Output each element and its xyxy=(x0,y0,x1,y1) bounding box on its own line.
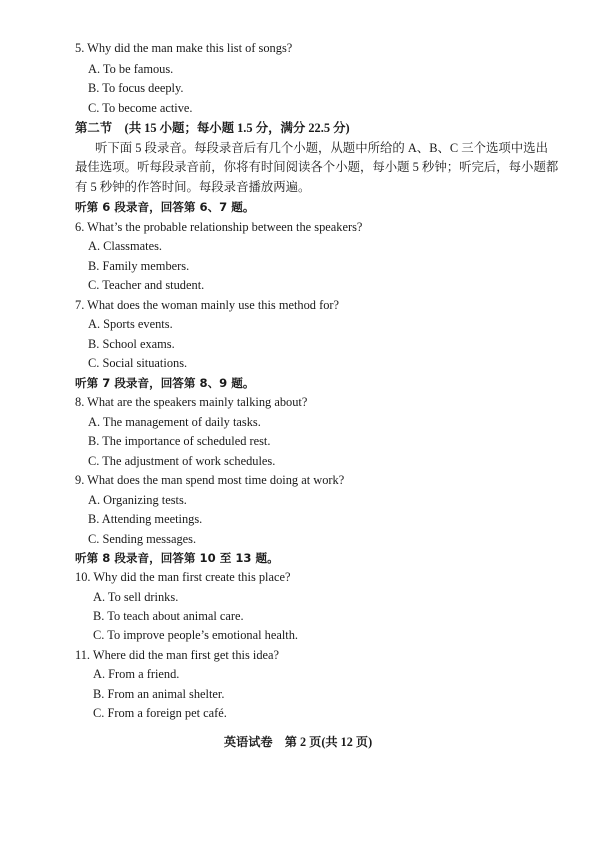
q11-option-b: B. From an animal shelter. xyxy=(93,687,225,701)
page-footer: 英语试卷 第 2 页(共 12 页) xyxy=(223,735,373,749)
q7-option-c: C. Social situations. xyxy=(88,356,188,370)
q9-option-a: A. Organizing tests. xyxy=(88,493,187,507)
q7-option-b: B. School exams. xyxy=(88,337,175,351)
question-7: 7. What does the woman mainly use this method for? xyxy=(75,298,340,312)
q10-option-c: C. To improve people’s emotional health. xyxy=(93,628,299,642)
q9-option-b: B. Attending meetings. xyxy=(88,512,203,526)
q8-option-b: B. The importance of scheduled rest. xyxy=(88,434,271,448)
q5-option-c: C. To become active. xyxy=(88,101,193,115)
q6-option-b: B. Family members. xyxy=(88,259,190,273)
q6-option-a: A. Classmates. xyxy=(88,239,162,253)
q6-option-c: C. Teacher and student. xyxy=(88,278,205,292)
q9-option-c: C. Sending messages. xyxy=(88,532,197,546)
question-10: 10. Why did the man first create this place? xyxy=(75,570,291,584)
section-2-heading: 第二节 (共 15 小题；每小题 1.5 分，满分 22.5 分) xyxy=(75,121,350,135)
q5-option-b: B. To focus deeply. xyxy=(88,81,184,95)
section-2-instructions-line-2: 最佳选项。听每段录音前，你将有时间阅读各个小题，每小题 5 秒钟；听完后，每小题都 xyxy=(75,160,559,174)
question-11: 11. Where did the man first get this idea? xyxy=(75,648,280,662)
q8-option-c: C. The adjustment of work schedules. xyxy=(88,454,276,468)
question-5: 5. Why did the man make this list of songs? xyxy=(75,41,293,55)
q11-option-c: C. From a foreign pet café. xyxy=(93,706,227,720)
q5-option-a: A. To be famous. xyxy=(88,62,174,76)
recording-6-instruction: 听第 6 段录音，回答第 6、7 题。 xyxy=(75,200,255,214)
question-6: 6. What’s the probable relationship between the speakers? xyxy=(75,220,363,234)
q10-option-a: A. To sell drinks. xyxy=(93,590,179,604)
section-2-instructions-line-1: 听下面 5 段录音。每段录音后有几个小题，从题中所给的 A、B、C 三个选项中选出 xyxy=(95,141,548,155)
q7-option-a: A. Sports events. xyxy=(88,317,173,331)
question-9: 9. What does the man spend most time doing at work? xyxy=(75,473,345,487)
q11-option-a: A. From a friend. xyxy=(93,667,180,681)
recording-8-instruction: 听第 8 段录音，回答第 10 至 13 题。 xyxy=(75,551,279,565)
q10-option-b: B. To teach about animal care. xyxy=(93,609,244,623)
section-2-instructions-line-3: 有 5 秒钟的作答时间。每段录音播放两遍。 xyxy=(75,180,311,194)
question-8: 8. What are the speakers mainly talking about? xyxy=(75,395,308,409)
recording-7-instruction: 听第 7 段录音，回答第 8、9 题。 xyxy=(75,376,255,390)
q8-option-a: A. The management of daily tasks. xyxy=(88,415,261,429)
